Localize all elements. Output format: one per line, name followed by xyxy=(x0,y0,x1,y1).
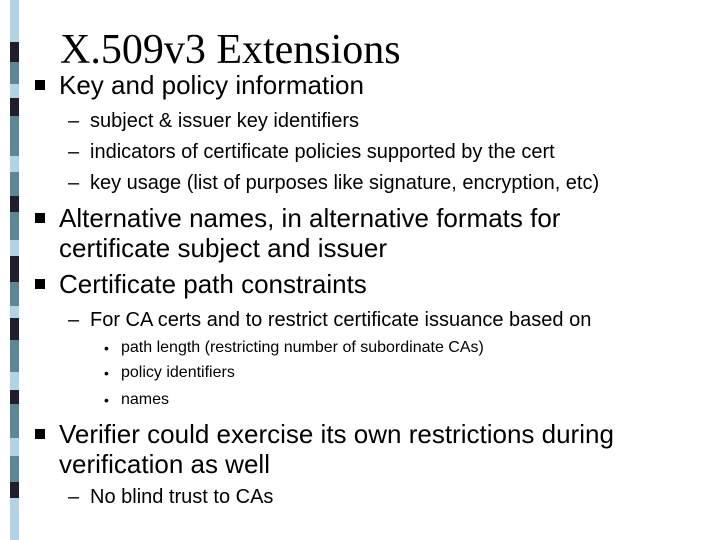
subbullet-key-identifiers xyxy=(68,109,360,133)
bullet-line: certificate subject and issuer xyxy=(59,233,388,263)
subsubbullet-policy-identifiers xyxy=(104,363,235,383)
decorative-stripe xyxy=(0,0,21,540)
subbullet-key-usage xyxy=(68,171,600,195)
subbullet-text: key usage (list of purposes like signature, encryption, etc) xyxy=(90,172,600,194)
dot-icon: • xyxy=(104,340,109,356)
bullet-key-policy: Key and policy information xyxy=(59,70,364,100)
subsubbullet-text: names xyxy=(121,391,170,408)
subsubbullet-path-length xyxy=(104,338,484,358)
dash-icon: – xyxy=(68,172,80,194)
bullet-line: Verifier could exercise its own restrictions during xyxy=(59,419,614,449)
subbullet-text: For CA certs and to restrict certificate issuance based on xyxy=(90,309,592,331)
subsubbullet-text: policy identifiers xyxy=(121,364,235,381)
subsubbullet-names xyxy=(104,390,170,410)
subbullet-ca-certs xyxy=(68,308,592,332)
subbullet-certificate-policies xyxy=(68,140,555,164)
dot-icon: • xyxy=(104,365,109,381)
bullet-square-icon xyxy=(35,80,45,90)
bullet-line: verification as well xyxy=(59,449,270,479)
dash-icon: – xyxy=(68,141,80,163)
dash-icon: – xyxy=(68,486,80,508)
subsubbullet-text: path length (restricting number of subordinate CAs) xyxy=(121,339,484,356)
dot-icon: • xyxy=(104,392,109,408)
dash-icon: – xyxy=(68,110,80,132)
dash-icon: – xyxy=(68,309,80,331)
subbullet-no-blind-trust xyxy=(68,485,274,509)
bullet-verifier-restrictions xyxy=(59,419,614,479)
bullet-square-icon xyxy=(35,429,45,439)
slide-title: X.509v3 Extensions xyxy=(60,27,401,73)
bullet-alternative-names xyxy=(59,203,560,263)
bullet-square-icon xyxy=(35,213,45,223)
subbullet-text: No blind trust to CAs xyxy=(90,486,274,508)
subbullet-text: indicators of certificate policies supported by the cert xyxy=(90,141,555,163)
bullet-square-icon xyxy=(35,279,45,289)
bullet-line: Alternative names, in alternative formats for xyxy=(59,203,561,233)
bullet-path-constraints: Certificate path constraints xyxy=(59,269,367,299)
subbullet-text: subject & issuer key identifiers xyxy=(90,110,360,132)
